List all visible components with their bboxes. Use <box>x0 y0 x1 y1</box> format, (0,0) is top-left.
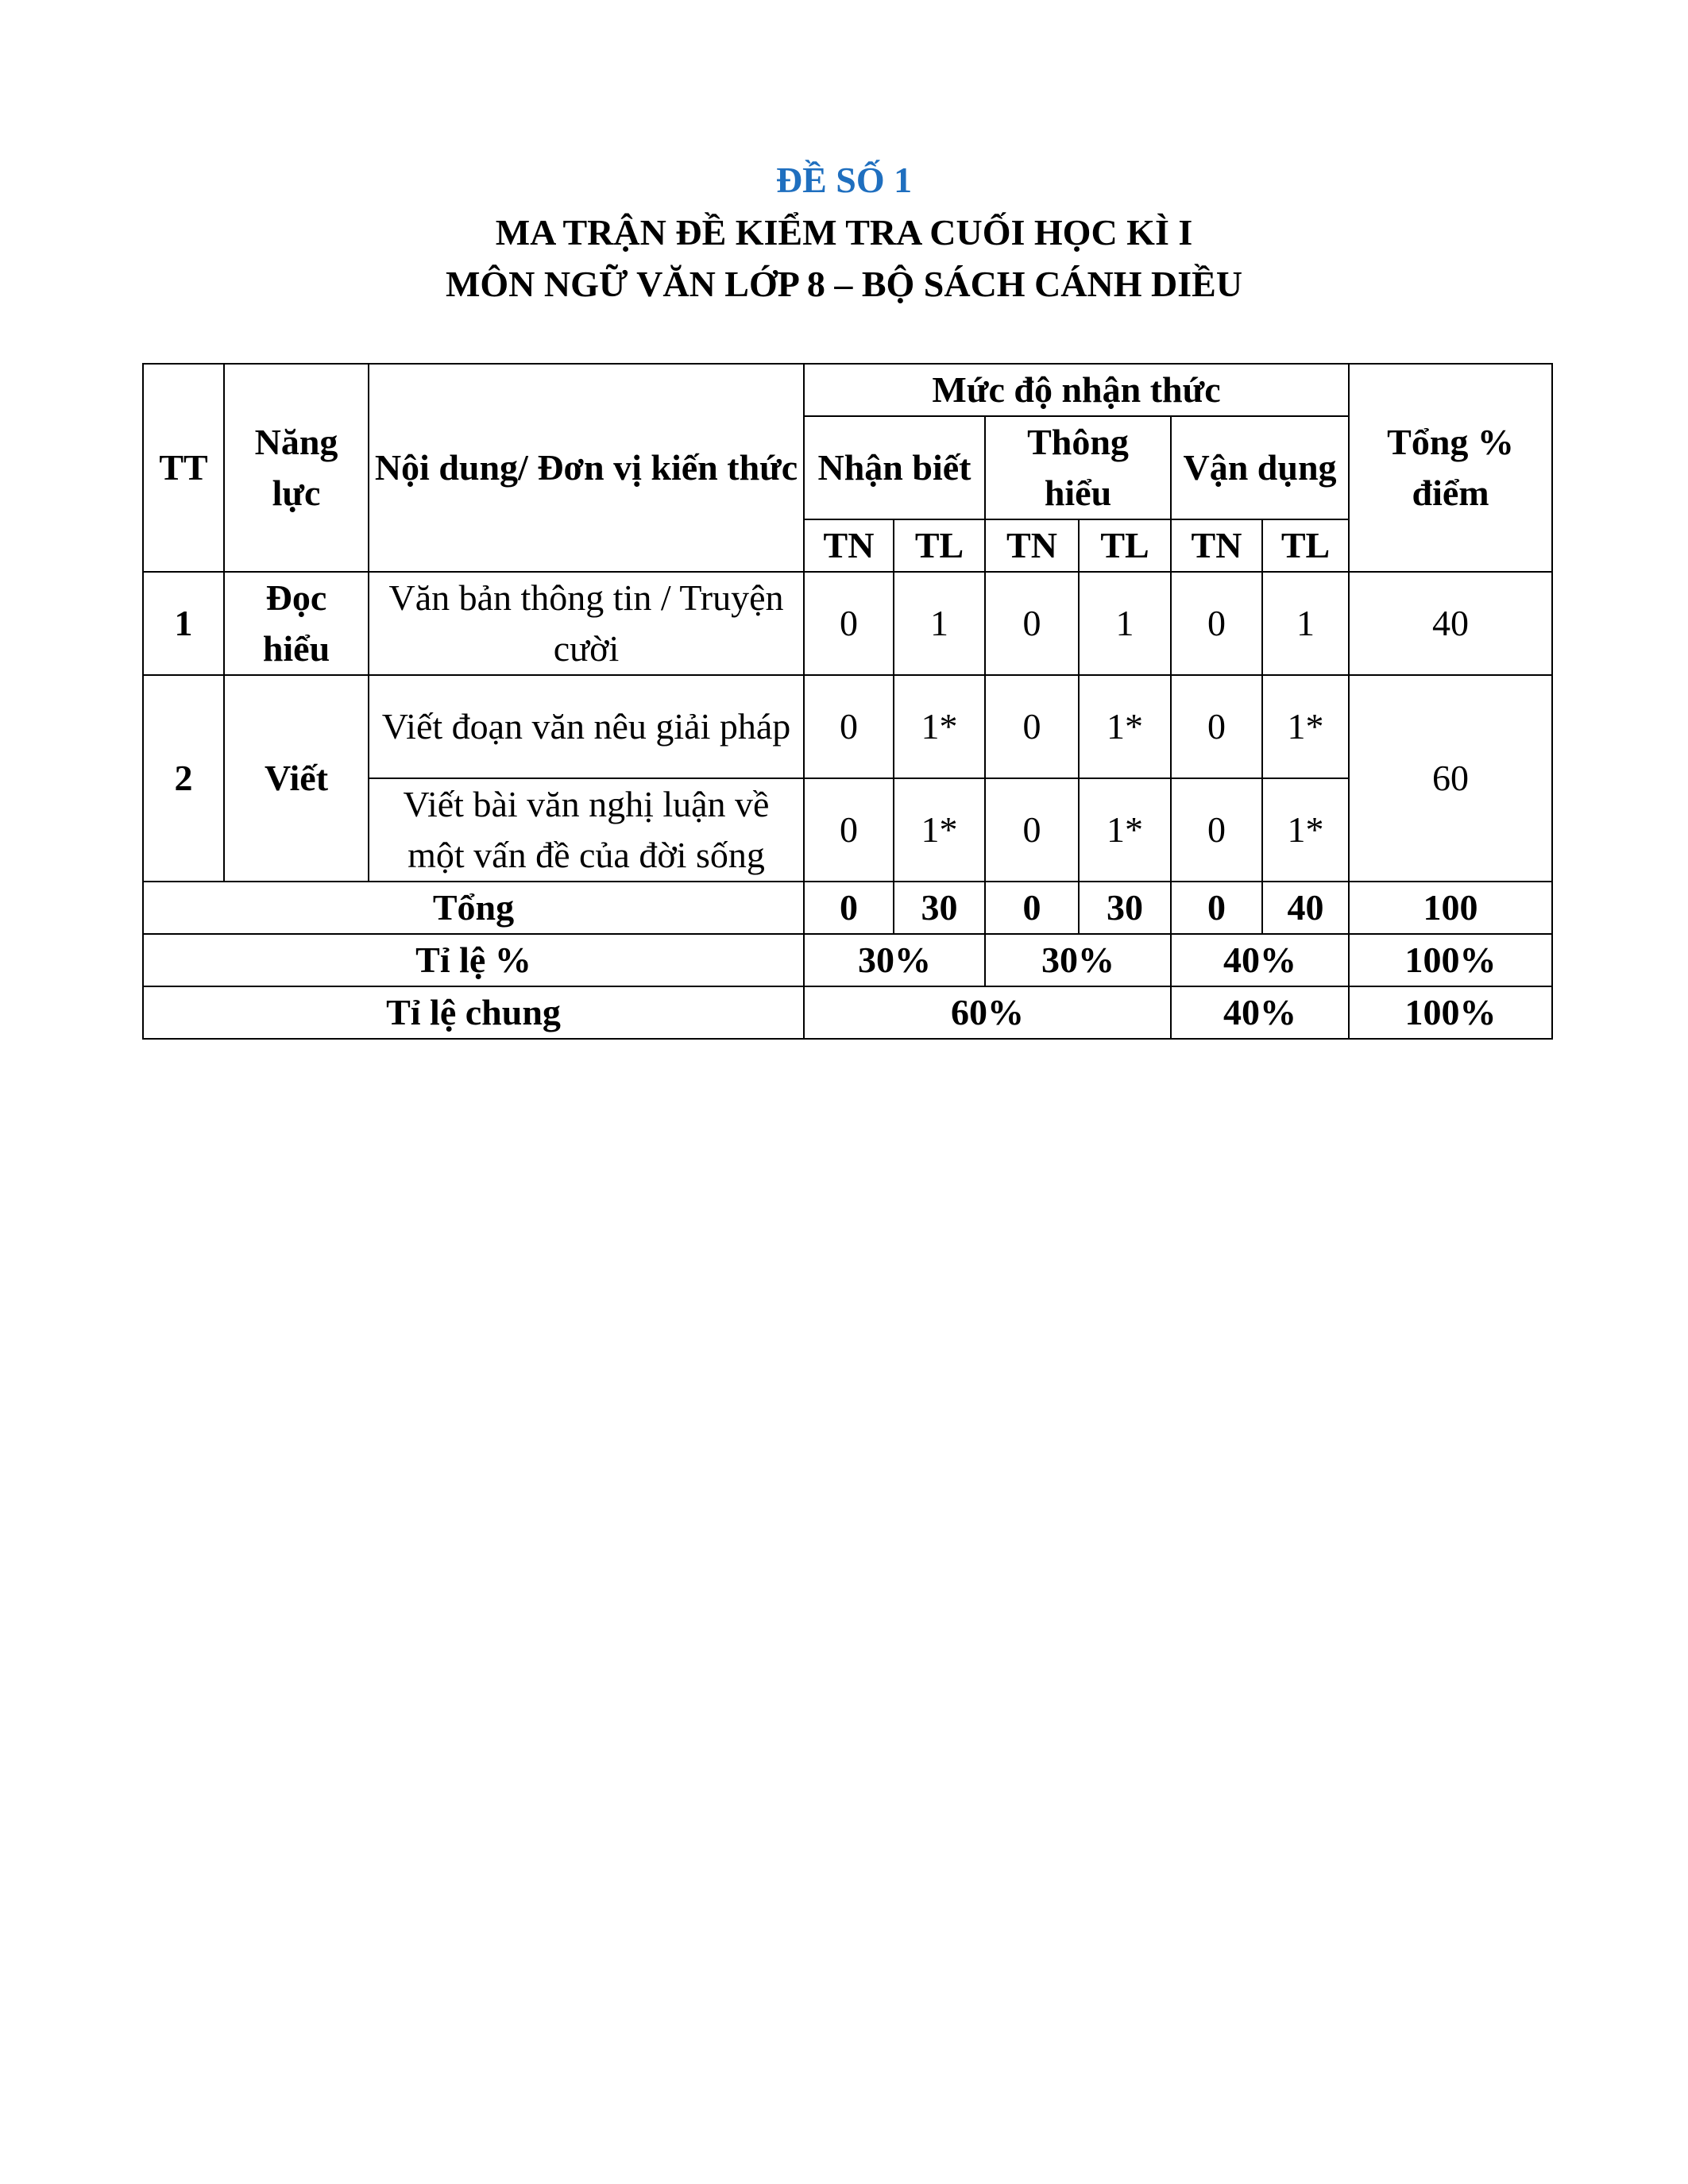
header-tong-diem: Tổng % điểm <box>1349 364 1552 572</box>
cell-value: 30 <box>894 882 985 934</box>
cell-value: 0 <box>985 572 1079 675</box>
header-tl: TL <box>894 519 985 572</box>
cell-value: 0 <box>804 572 894 675</box>
header-tn: TN <box>1171 519 1262 572</box>
total-value: 100 <box>1349 882 1552 934</box>
cell-value: 0 <box>804 675 894 778</box>
cell-value: 0 <box>985 675 1079 778</box>
header-tl: TL <box>1262 519 1349 572</box>
overall-ratio-nhan-biet-thong-hieu: 60% <box>804 986 1171 1039</box>
ratio-total: 100% <box>1349 934 1552 986</box>
document-subtitle: MÔN NGỮ VĂN LỚP 8 – BỘ SÁCH CÁNH DIỀU <box>445 264 1243 304</box>
exam-matrix-table <box>142 363 1553 1040</box>
cell-value: 30 <box>1079 882 1171 934</box>
cell-value: 1 <box>894 572 985 675</box>
header-van-dung: Vận dụng <box>1171 416 1349 519</box>
row-tong: 40 <box>1349 572 1552 675</box>
cell-value: 0 <box>985 882 1079 934</box>
table-row <box>143 675 1552 778</box>
row-tt: 2 <box>143 675 224 882</box>
header-noi-dung: Nội dung/ Đơn vị kiến thức <box>369 364 804 572</box>
row-noi-dung: Viết bài văn nghị luận về một vấn đề của đời sống <box>369 778 804 882</box>
ratio-van-dung: 40% <box>1171 934 1349 986</box>
cell-value: 40 <box>1262 882 1349 934</box>
ratio-row <box>143 934 1552 986</box>
overall-ratio-total: 100% <box>1349 986 1552 1039</box>
cell-value: 0 <box>1171 572 1262 675</box>
cell-value: 0 <box>1171 675 1262 778</box>
cell-value: 0 <box>804 882 894 934</box>
header-tn: TN <box>804 519 894 572</box>
overall-ratio-label: Tỉ lệ chung <box>143 986 804 1039</box>
header-tn: TN <box>985 519 1079 572</box>
cell-value: 0 <box>1171 778 1262 882</box>
row-tong: 60 <box>1349 675 1552 882</box>
total-row <box>143 882 1552 934</box>
overall-ratio-van-dung: 40% <box>1171 986 1349 1039</box>
row-nang-luc: Viết <box>224 675 369 882</box>
cell-value: 0 <box>804 778 894 882</box>
ratio-nhan-biet: 30% <box>804 934 985 986</box>
cell-value: 1 <box>1079 572 1171 675</box>
row-tt: 1 <box>143 572 224 675</box>
row-nang-luc: Đọc hiểu <box>224 572 369 675</box>
cell-value: 1* <box>1262 778 1349 882</box>
cell-value: 1* <box>894 778 985 882</box>
header-muc-do-nhan-thuc: Mức độ nhận thức <box>804 364 1349 416</box>
cell-value: 0 <box>985 778 1079 882</box>
overall-ratio-row <box>143 986 1552 1039</box>
document-title: MA TRẬN ĐỀ KIỂM TRA CUỐI HỌC KÌ I <box>495 212 1193 253</box>
cell-value: 1* <box>1079 675 1171 778</box>
total-label: Tổng <box>143 882 804 934</box>
row-noi-dung: Viết đoạn văn nêu giải pháp <box>369 675 804 778</box>
exam-number: ĐỀ SỐ 1 <box>775 160 913 200</box>
header-tl: TL <box>1079 519 1171 572</box>
cell-value: 1 <box>1262 572 1349 675</box>
ratio-thong-hieu: 30% <box>985 934 1171 986</box>
header-nang-luc: Năng lực <box>224 364 369 572</box>
cell-value: 1* <box>894 675 985 778</box>
header-thong-hieu: Thông hiểu <box>985 416 1171 519</box>
cell-value: 0 <box>1171 882 1262 934</box>
ratio-label: Tỉ lệ % <box>143 934 804 986</box>
table-row <box>143 572 1552 675</box>
table-header-row <box>143 364 1552 416</box>
cell-value: 1* <box>1262 675 1349 778</box>
header-tt: TT <box>143 364 224 572</box>
row-noi-dung: Văn bản thông tin / Truyện cười <box>369 572 804 675</box>
cell-value: 1* <box>1079 778 1171 882</box>
header-nhan-biet: Nhận biết <box>804 416 985 519</box>
